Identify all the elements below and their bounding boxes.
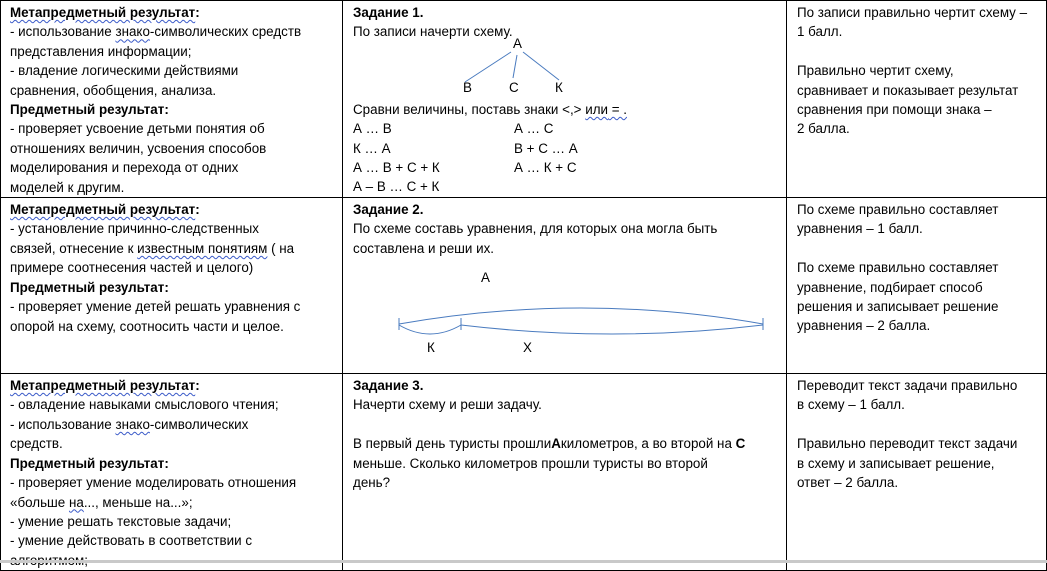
score-text: уравнения – 1 балл. xyxy=(797,221,923,237)
problem-text: меньше. Сколько километров прошли туристы во второй xyxy=(353,455,708,471)
score-text: По записи правильно чертит схему – xyxy=(797,5,1028,20)
meta-item: - установление причинно-следственных xyxy=(10,221,259,237)
subject-item: отношениях величин, усвоения способов xyxy=(10,140,267,156)
problem-text: день? xyxy=(353,475,391,491)
subject-result-title: Предметный результат: xyxy=(10,455,169,471)
meta-result-title: Метапредметный результат: xyxy=(10,5,200,20)
meta-item: примере соотнесения частей и целого) xyxy=(10,260,254,276)
compare-row: К … А В + С … А xyxy=(353,140,578,156)
task-title: Задание 2. xyxy=(353,202,424,218)
score-text: уравнения – 2 балла. xyxy=(797,318,931,334)
score-text: сравнения при помощи знака – xyxy=(797,102,992,118)
subject-item: - умение решать текстовые задачи; xyxy=(10,513,232,529)
scheme-label-part1: К xyxy=(427,340,435,356)
score-text: ответ – 2 балла. xyxy=(797,475,899,491)
subject-item: - проверяет умение моделировать отношения xyxy=(10,475,297,491)
score-text: в схему – 1 балл. xyxy=(797,397,905,413)
compare-instruction: Сравни величины, поставь знаки <,> или = . xyxy=(353,101,627,117)
score-text: Переводит текст задачи правильно xyxy=(797,378,1018,394)
task-cell xyxy=(343,1,787,198)
problem-text: В первый день туристы прошлиАкилометров, а во второй на С xyxy=(353,436,746,452)
subject-item: моделирования и перехода от одних xyxy=(10,160,239,176)
scheme-label-whole: А xyxy=(481,270,490,286)
results-cell xyxy=(1,374,343,571)
score-cell xyxy=(787,1,1047,198)
subject-item: опорой на схему, соотносить части и целое. xyxy=(10,318,284,334)
score-cell xyxy=(787,374,1047,571)
subject-item: - проверяет умение детей решать уравнения с xyxy=(10,299,301,315)
tree-scheme-lines xyxy=(353,42,783,100)
table-row xyxy=(1,198,1047,374)
compare-row: А … В + С + К А … К + С xyxy=(353,160,577,175)
compare-row: А – В … С + К xyxy=(353,179,440,195)
score-text: Правильно переводит текст задачи xyxy=(797,436,1018,452)
meta-item: сравнения, обобщения, анализа. xyxy=(10,82,217,98)
meta-item: представления информации; xyxy=(10,43,192,59)
scheme-label-b: В xyxy=(463,79,472,95)
score-text: По схеме правильно составляет xyxy=(797,202,999,218)
meta-item: - использование знако-символических xyxy=(10,416,249,432)
segment-scheme-lines xyxy=(353,258,783,358)
meta-item: - овладение навыками смыслового чтения; xyxy=(10,397,279,413)
score-text: в схему и записывает решение, xyxy=(797,455,995,471)
score-text: Правильно чертит схему, xyxy=(797,63,954,79)
score-cell xyxy=(787,198,1047,374)
task-cell xyxy=(343,374,787,571)
task-text: составлена и реши их. xyxy=(353,240,494,256)
score-text: По схеме правильно составляет xyxy=(797,260,999,276)
subject-result-title: Предметный результат: xyxy=(10,279,169,295)
scheme-label-a: А xyxy=(513,35,522,51)
subject-result-title: Предметный результат: xyxy=(10,102,169,118)
subject-item: - проверяет усвоение детьми понятия об xyxy=(10,121,265,137)
scheme-label-k: К xyxy=(555,79,563,95)
subject-item: моделей к другим. xyxy=(10,179,125,195)
score-text: 2 балла. xyxy=(797,121,850,137)
task-text: По схеме составь уравнения, для которых она могла быть xyxy=(353,221,718,237)
task-text: Начерти схему и реши задачу. xyxy=(353,397,542,413)
subject-item: «больше на..., меньше на...»; xyxy=(10,494,193,510)
scheme-label-part2: Х xyxy=(523,340,532,356)
task-title: Задание 1. xyxy=(353,5,424,20)
meta-result-title: Метапредметный результат: xyxy=(10,378,200,394)
score-text: решения и записывает решение xyxy=(797,299,999,315)
tree-scheme xyxy=(353,35,780,100)
results-cell xyxy=(1,1,343,198)
compare-row: А … В А … С xyxy=(353,121,554,137)
meta-result-title: Метапредметный результат: xyxy=(10,202,200,218)
meta-item: - владение логическими действиями xyxy=(10,63,239,79)
score-text: 1 балл. xyxy=(797,24,843,40)
task-title: Задание 3. xyxy=(353,378,424,394)
score-text: сравнивает и показывает результат xyxy=(797,82,1019,98)
task-text: По записи начерти схему. xyxy=(353,24,513,40)
task-cell xyxy=(343,198,787,374)
results-cell xyxy=(1,198,343,374)
meta-item: - использование знако-символических средств xyxy=(10,24,302,40)
segment-scheme xyxy=(353,258,780,358)
meta-item: связей, отнесение к известным понятиям ( на xyxy=(10,240,295,256)
score-text: уравнение, подбирает способ xyxy=(797,279,983,295)
table-row xyxy=(1,374,1047,571)
scheme-label-c: С xyxy=(509,79,519,95)
meta-item: средств. xyxy=(10,436,63,452)
table-row xyxy=(1,1,1047,198)
subject-item: - умение действовать в соответствии с xyxy=(10,533,253,549)
